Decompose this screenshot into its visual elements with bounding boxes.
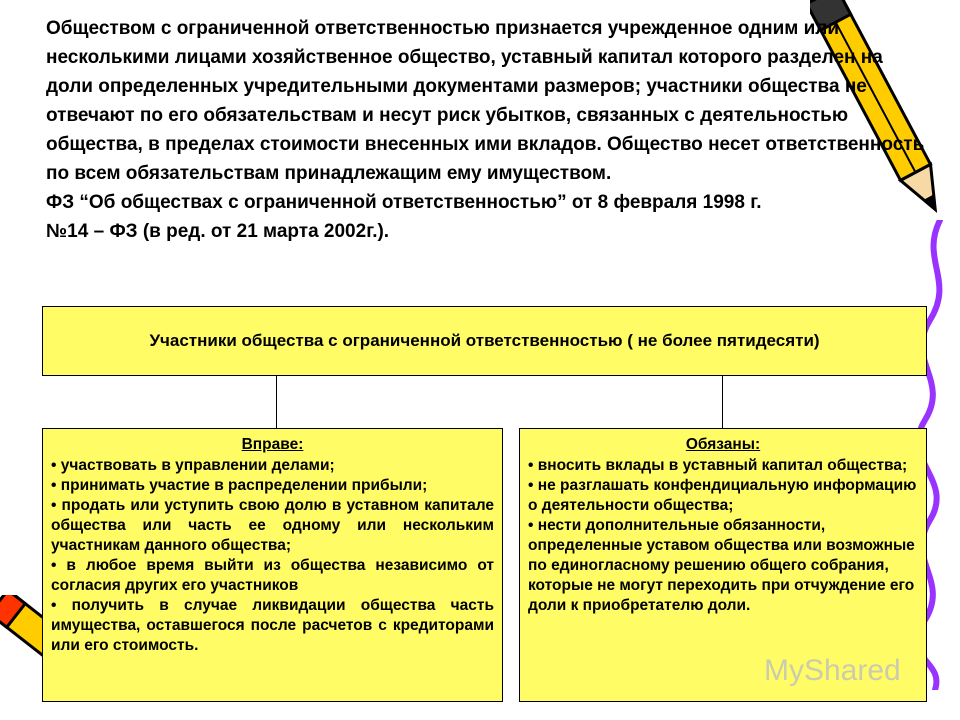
- watermark: MyShared: [764, 654, 901, 687]
- list-item: • получить в случае ликвидации общества часть имущества, оставшегося после расчетов с кредиторами или его стоимость.: [51, 596, 494, 656]
- connector-right: [722, 376, 723, 428]
- list-item: • вносить вклады в уставный капитал общества;: [528, 456, 918, 476]
- definition-paragraph: Обществом с ограниченной ответственностью признается учрежденное одним или несколькими лицами хозяйственное общество, уставный капитал которого разделен на доли определенных учредительными документами размеров; участники общества не отвечают по его обязательствам и несут риск убытков, связанных с деятельностью общества, в пределах стоимости внесенных ими вкладов. Общество несет ответственность по всем обязательствам принадлежащим ему имуществом.: [46, 18, 925, 184]
- rights-title: Вправе:: [241, 436, 304, 453]
- list-item: • продать или уступить свою долю в уставном капитале общества или часть ее одному или нескольким участникам данного общества;: [51, 496, 494, 556]
- law-reference-line2: №14 – ФЗ (в ред. от 21 марта 2002г.).: [46, 221, 390, 242]
- list-item: • участвовать в управлении делами;: [51, 456, 494, 476]
- list-item: • не разглашать конфендициальную информацию о деятельности общества;: [528, 476, 918, 516]
- list-item: • принимать участие в распределении прибыли;: [51, 476, 494, 496]
- law-reference-line1: ФЗ “Об обществах с ограниченной ответственностью” от 8 февраля 1998 г.: [46, 192, 762, 213]
- duties-title: Обязаны:: [685, 436, 761, 453]
- list-item: • нести дополнительные обязанности, определенные уставом общества или возможные по единогласному решению общего собрания, которые не могут переходить при отчуждение его доли к приобретателю доли.: [528, 516, 918, 616]
- rights-box: [42, 428, 503, 702]
- participants-box-label: Участники общества с ограниченной ответственностью ( не более пятидесяти): [149, 331, 820, 350]
- intro-text: [46, 14, 926, 246]
- connector-left: [276, 376, 277, 428]
- duties-list: [528, 456, 918, 616]
- rights-list: [51, 456, 494, 656]
- list-item: • в любое время выйти из общества независимо от согласия других его участников: [51, 556, 494, 596]
- participants-box: [42, 306, 927, 376]
